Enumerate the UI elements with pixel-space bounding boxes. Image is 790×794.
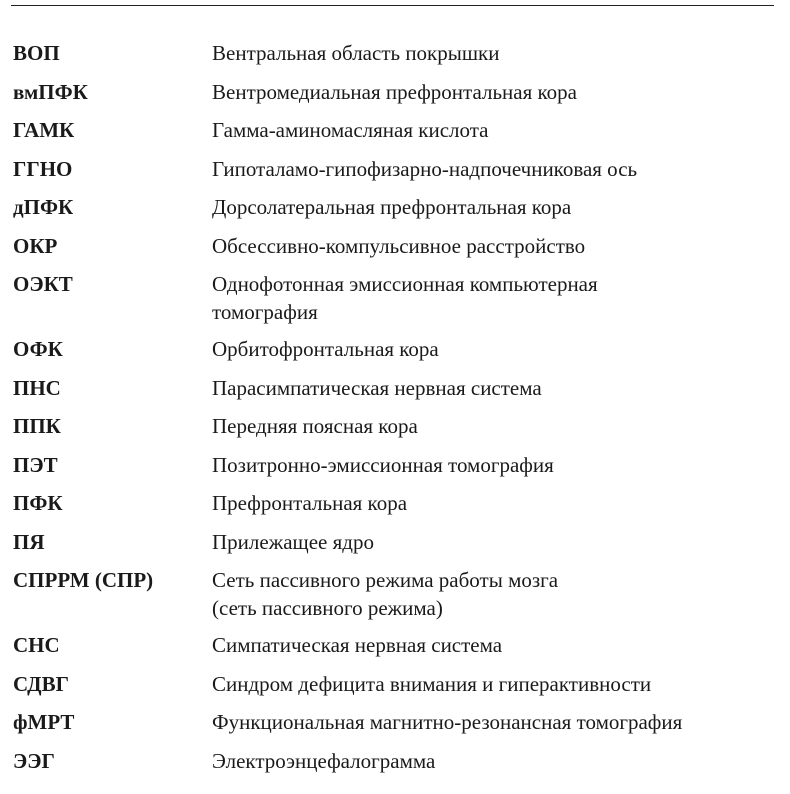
definition-line: Гипоталамо-гипофизарно-надпочечниковая ось — [212, 156, 638, 181]
definition-line: (сеть пассивного режима) — [212, 595, 443, 620]
abbreviation-term: ПЭТ — [13, 452, 58, 477]
definition-line: Однофотонная эмиссионная компьютерная — [212, 272, 598, 296]
abbreviation-row — [13, 671, 783, 699]
definition-line: Дорсолатеральная префронтальная кора — [212, 195, 572, 219]
definition-line: Симпатическая нервная система — [212, 633, 503, 657]
abbreviation-row — [13, 567, 783, 622]
definition-line: Парасимпатическая нервная система — [212, 375, 542, 400]
abbreviation-term: ЭЭГ — [13, 748, 55, 773]
definition-line: Вентромедиальная префронтальная кора — [212, 79, 577, 104]
abbreviation-row — [13, 748, 783, 776]
abbreviation-term: вмПФК — [13, 79, 88, 104]
definition-line: Синдром дефицита внимания и гиперактивности — [212, 671, 652, 696]
abbreviation-row — [13, 632, 783, 660]
definition-line: Передняя поясная кора — [212, 414, 418, 438]
abbreviation-definition — [212, 375, 783, 403]
abbreviation-term: СПРРМ (СПР) — [13, 568, 154, 592]
abbreviation-row — [13, 79, 783, 107]
definition-line: Гамма-аминомасляная кислота — [212, 118, 489, 142]
abbreviation-definition — [212, 336, 783, 364]
definition-line: Вентральная область покрышки — [212, 41, 500, 65]
definition-line: Обсессивно-компульсивное расстройство — [212, 233, 586, 258]
abbreviation-row — [13, 40, 783, 68]
abbreviation-term: ГГНО — [13, 156, 73, 181]
abbreviation-row — [13, 117, 783, 145]
abbreviation-definition — [212, 271, 783, 326]
definition-line: Функциональная магнитно-резонансная томография — [212, 710, 683, 734]
abbreviation-term: ПФК — [13, 491, 63, 515]
abbreviation-definition — [212, 79, 783, 107]
definition-line: Сеть пассивного режима работы мозга — [212, 568, 559, 592]
definition-line: томография — [212, 299, 318, 324]
abbreviation-term: ППК — [13, 414, 61, 438]
abbreviation-term: ПЯ — [13, 529, 45, 554]
abbreviation-definition — [212, 194, 783, 222]
abbreviation-term: ВОП — [13, 41, 60, 65]
abbreviation-term: СНС — [13, 633, 60, 657]
abbreviation-definition — [212, 709, 783, 737]
definition-line: Орбитофронтальная кора — [212, 337, 439, 361]
abbreviation-row — [13, 233, 783, 261]
abbreviation-definition — [212, 156, 783, 184]
abbreviation-term: ОФК — [13, 337, 63, 361]
top-rule — [11, 5, 774, 6]
abbreviation-row — [13, 452, 783, 480]
abbreviation-term: фМРТ — [13, 710, 75, 734]
abbreviation-row — [13, 375, 783, 403]
definition-line: Позитронно-эмиссионная томография — [212, 452, 554, 477]
abbreviation-definition — [212, 671, 783, 699]
abbreviation-definition — [212, 413, 783, 441]
abbreviation-list — [13, 40, 783, 786]
definition-line: Префронтальная кора — [212, 491, 408, 515]
abbreviation-term: ОКР — [13, 233, 58, 258]
abbreviation-row — [13, 490, 783, 518]
abbreviation-definition — [212, 490, 783, 518]
definition-line: Электроэнцефалограмма — [212, 748, 436, 773]
abbreviation-term: ОЭКТ — [13, 272, 73, 296]
abbreviation-term: ГАМК — [13, 118, 75, 142]
abbreviation-term: СДВГ — [13, 671, 69, 696]
abbreviation-definition — [212, 117, 783, 145]
abbreviation-row — [13, 709, 783, 737]
abbreviation-row — [13, 156, 783, 184]
abbreviation-definition — [212, 233, 783, 261]
abbreviation-term: дПФК — [13, 195, 74, 219]
abbreviation-row — [13, 271, 783, 326]
abbreviation-row — [13, 336, 783, 364]
abbreviation-definition — [212, 452, 783, 480]
abbreviation-definition — [212, 748, 783, 776]
abbreviation-row — [13, 194, 783, 222]
abbreviation-definition — [212, 40, 783, 68]
abbreviation-definition — [212, 632, 783, 660]
definition-line: Прилежащее ядро — [212, 529, 374, 554]
abbreviation-row — [13, 413, 783, 441]
abbreviation-term: ПНС — [13, 375, 61, 400]
abbreviation-definition — [212, 567, 783, 622]
abbreviation-row — [13, 529, 783, 557]
abbreviation-definition — [212, 529, 783, 557]
